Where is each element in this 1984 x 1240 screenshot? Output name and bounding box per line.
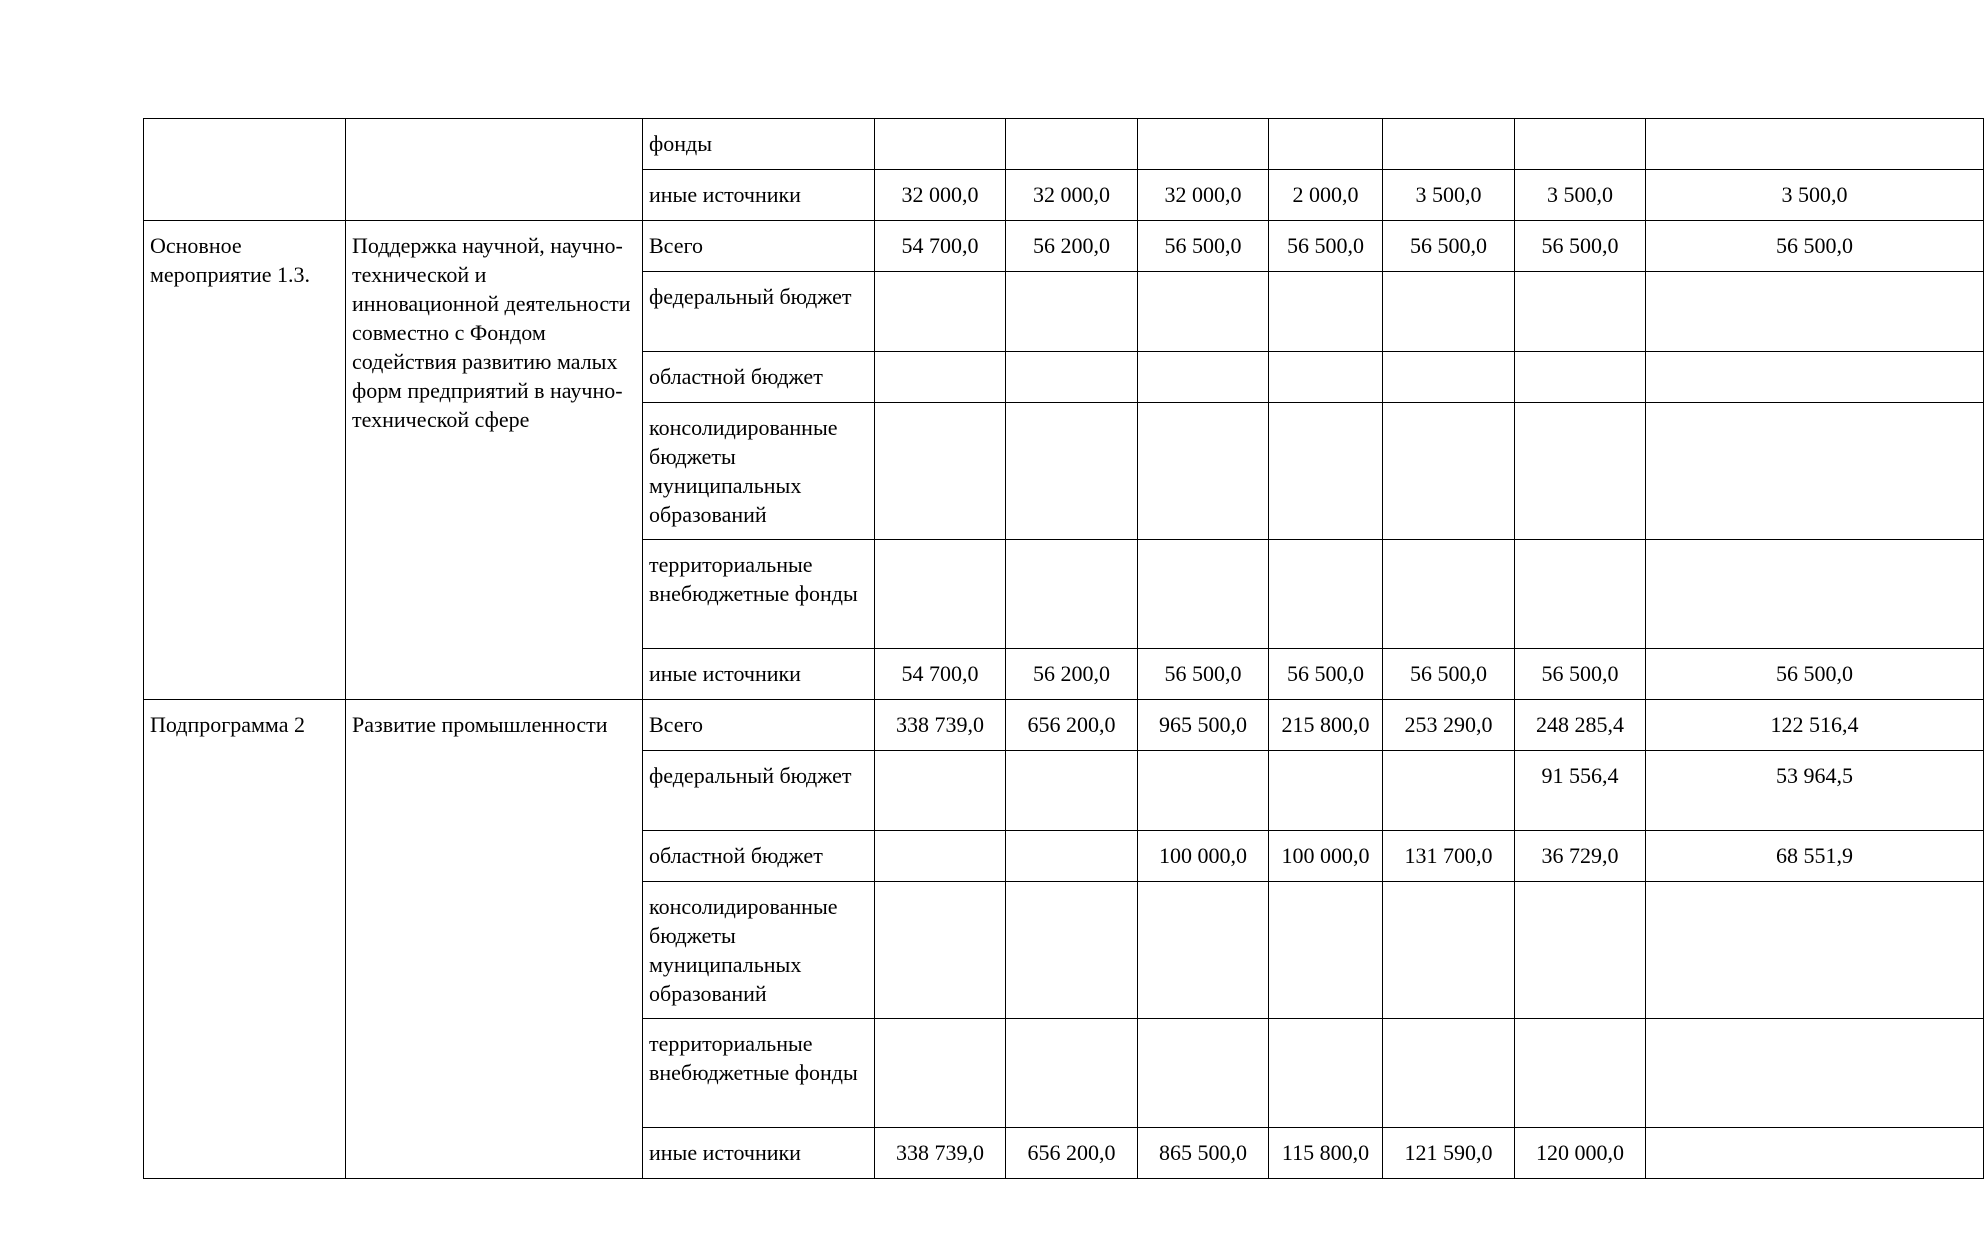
value-cell — [875, 352, 1006, 403]
value-cell: 56 500,0 — [1269, 649, 1383, 700]
funding-source-cell: консолидированные бюджеты муниципальных образований — [643, 403, 875, 540]
value-cell — [1269, 540, 1383, 649]
value-cell: 32 000,0 — [875, 170, 1006, 221]
funding-source-cell: федеральный бюджет — [643, 272, 875, 352]
value-cell: 56 500,0 — [1383, 649, 1515, 700]
funding-source-cell: иные источники — [643, 1128, 875, 1179]
value-cell — [1006, 403, 1138, 540]
value-cell — [1269, 272, 1383, 352]
value-cell — [1383, 751, 1515, 831]
value-cell — [1138, 882, 1269, 1019]
value-cell — [875, 751, 1006, 831]
value-cell — [1383, 119, 1515, 170]
value-cell — [1383, 882, 1515, 1019]
value-cell: 865 500,0 — [1138, 1128, 1269, 1179]
value-cell — [1006, 272, 1138, 352]
value-cell — [1138, 403, 1269, 540]
value-cell: 965 500,0 — [1138, 700, 1269, 751]
value-cell — [1006, 540, 1138, 649]
program-name-cell — [346, 119, 643, 221]
value-cell: 36 729,0 — [1515, 831, 1646, 882]
value-cell: 120 000,0 — [1515, 1128, 1646, 1179]
value-cell: 32 000,0 — [1006, 170, 1138, 221]
funding-source-cell: территориальные внебюджетные фонды — [643, 1019, 875, 1128]
value-cell — [1515, 352, 1646, 403]
value-cell: 56 500,0 — [1383, 221, 1515, 272]
value-cell: 54 700,0 — [875, 649, 1006, 700]
program-code-cell: Подпрограмма 2 — [144, 700, 346, 1179]
value-cell — [1383, 272, 1515, 352]
value-cell: 56 500,0 — [1646, 649, 1984, 700]
value-cell — [1515, 403, 1646, 540]
value-cell: 253 290,0 — [1383, 700, 1515, 751]
value-cell — [1383, 1019, 1515, 1128]
value-cell: 100 000,0 — [1269, 831, 1383, 882]
value-cell — [1006, 1019, 1138, 1128]
value-cell — [1515, 540, 1646, 649]
value-cell — [1646, 1128, 1984, 1179]
program-name-cell: Развитие промышленности — [346, 700, 643, 1179]
value-cell: 56 500,0 — [1138, 649, 1269, 700]
value-cell — [1006, 751, 1138, 831]
value-cell — [1138, 1019, 1269, 1128]
value-cell: 2 000,0 — [1269, 170, 1383, 221]
value-cell — [875, 540, 1006, 649]
value-cell — [1515, 272, 1646, 352]
value-cell — [1138, 751, 1269, 831]
funding-source-cell: консолидированные бюджеты муниципальных образований — [643, 882, 875, 1019]
value-cell — [1006, 352, 1138, 403]
value-cell — [1138, 540, 1269, 649]
value-cell — [875, 1019, 1006, 1128]
budget-table — [143, 118, 1984, 1179]
value-cell — [1383, 403, 1515, 540]
value-cell — [875, 119, 1006, 170]
value-cell — [1646, 272, 1984, 352]
value-cell: 656 200,0 — [1006, 1128, 1138, 1179]
value-cell: 32 000,0 — [1138, 170, 1269, 221]
value-cell: 3 500,0 — [1383, 170, 1515, 221]
value-cell: 68 551,9 — [1646, 831, 1984, 882]
value-cell: 215 800,0 — [1269, 700, 1383, 751]
value-cell: 100 000,0 — [1138, 831, 1269, 882]
value-cell: 56 200,0 — [1006, 221, 1138, 272]
funding-source-cell: областной бюджет — [643, 352, 875, 403]
table-row — [144, 700, 1984, 751]
funding-source-cell: иные источники — [643, 170, 875, 221]
value-cell: 131 700,0 — [1383, 831, 1515, 882]
value-cell — [1006, 831, 1138, 882]
value-cell — [1269, 1019, 1383, 1128]
value-cell — [1515, 119, 1646, 170]
table-row — [144, 221, 1984, 272]
value-cell: 122 516,4 — [1646, 700, 1984, 751]
funding-source-cell: федеральный бюджет — [643, 751, 875, 831]
funding-source-cell: фонды — [643, 119, 875, 170]
value-cell: 115 800,0 — [1269, 1128, 1383, 1179]
value-cell — [875, 272, 1006, 352]
value-cell — [1646, 352, 1984, 403]
value-cell — [1646, 119, 1984, 170]
value-cell: 121 590,0 — [1383, 1128, 1515, 1179]
value-cell — [1269, 882, 1383, 1019]
value-cell — [1006, 882, 1138, 1019]
value-cell — [875, 831, 1006, 882]
value-cell: 656 200,0 — [1006, 700, 1138, 751]
value-cell — [1269, 119, 1383, 170]
funding-source-cell: Всего — [643, 700, 875, 751]
value-cell — [1646, 1019, 1984, 1128]
value-cell: 53 964,5 — [1646, 751, 1984, 831]
program-name-cell: Поддержка научной, научно-технической и инновационной деятельности совместно с Фондом содействия развитию малых форм предприятий в научно-технической сфере — [346, 221, 643, 700]
value-cell: 56 500,0 — [1515, 649, 1646, 700]
program-code-cell: Основное мероприятие 1.3. — [144, 221, 346, 700]
value-cell — [1138, 352, 1269, 403]
value-cell: 338 739,0 — [875, 700, 1006, 751]
value-cell — [1006, 119, 1138, 170]
table-row — [144, 119, 1984, 170]
value-cell — [875, 882, 1006, 1019]
value-cell — [1138, 119, 1269, 170]
value-cell: 56 200,0 — [1006, 649, 1138, 700]
value-cell — [1515, 1019, 1646, 1128]
value-cell — [1269, 403, 1383, 540]
funding-source-cell: иные источники — [643, 649, 875, 700]
value-cell: 54 700,0 — [875, 221, 1006, 272]
value-cell — [1646, 403, 1984, 540]
value-cell — [1269, 352, 1383, 403]
value-cell: 3 500,0 — [1646, 170, 1984, 221]
value-cell — [1383, 352, 1515, 403]
value-cell: 3 500,0 — [1515, 170, 1646, 221]
program-code-cell — [144, 119, 346, 221]
value-cell: 56 500,0 — [1269, 221, 1383, 272]
value-cell: 56 500,0 — [1138, 221, 1269, 272]
value-cell: 338 739,0 — [875, 1128, 1006, 1179]
funding-source-cell: территориальные внебюджетные фонды — [643, 540, 875, 649]
value-cell — [1383, 540, 1515, 649]
value-cell: 56 500,0 — [1646, 221, 1984, 272]
value-cell — [1646, 540, 1984, 649]
funding-source-cell: областной бюджет — [643, 831, 875, 882]
value-cell: 91 556,4 — [1515, 751, 1646, 831]
value-cell — [875, 403, 1006, 540]
funding-source-cell: Всего — [643, 221, 875, 272]
value-cell: 248 285,4 — [1515, 700, 1646, 751]
value-cell: 56 500,0 — [1515, 221, 1646, 272]
value-cell — [1515, 882, 1646, 1019]
value-cell — [1138, 272, 1269, 352]
value-cell — [1269, 751, 1383, 831]
value-cell — [1646, 882, 1984, 1019]
